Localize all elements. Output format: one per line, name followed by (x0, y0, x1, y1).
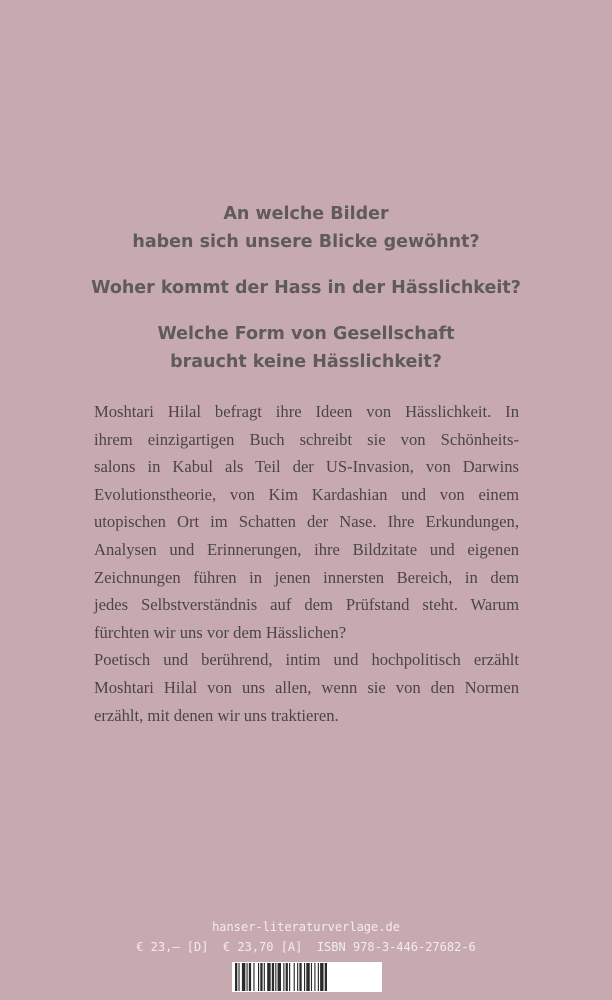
blurb-line: Moshtari Hilal von uns allen, wenn sie von den Normen (94, 677, 519, 697)
blurb-line: salons in Kabul als Teil der US-Invasion, von Darwins (94, 457, 519, 477)
question-1-line-1: An welche Bilder (223, 204, 389, 224)
barcode-graphic (232, 962, 382, 992)
publisher-footer (0, 917, 612, 957)
blurb-line: erzählt, mit denen wir uns traktieren. (94, 705, 339, 725)
question-3-line-2: braucht keine Hässlichkeit? (170, 352, 442, 372)
question-1-line-2: haben sich unsere Blicke gewöhnt? (132, 232, 480, 252)
blurb-line: ihrem einzigartigen Buch schreibt sie von Schönheits- (94, 429, 519, 449)
question-2 (0, 274, 612, 302)
question-1 (0, 200, 612, 256)
question-3-line-1: Welche Form von Gesellschaft (157, 324, 455, 344)
question-2-line-1: Woher kommt der Hass in der Hässlichkeit? (91, 278, 521, 298)
blurb-line: Poetisch und berührend, intim und hochpolitisch erzählt (94, 650, 519, 670)
blurb-line: fürchten wir uns vor dem Hässlichen? (94, 622, 347, 642)
blurb-line: Evolutionstheorie, von Kim Kardashian und von einem (94, 484, 519, 504)
price-isbn-line: € 23,– [D] € 23,70 [A] ISBN 978-3-446-27682-6 (136, 940, 476, 954)
blurb-line: jedes Selbstverständnis auf dem Prüfstand steht. Warum (94, 595, 519, 615)
blurb-line: Moshtari Hilal befragt ihre Ideen von Hässlichkeit. In (94, 402, 519, 421)
blurb-line: utopischen Ort im Schatten der Nase. Ihre Erkundungen, (94, 512, 519, 532)
publisher-website: hanser-literaturverlage.de (212, 920, 400, 934)
question-3 (0, 320, 612, 376)
blurb-text (94, 398, 519, 729)
blurb-line: Zeichnungen führen in jenen innersten Bereich, in dem (94, 567, 519, 587)
questions-block (0, 200, 612, 394)
blurb-line: Analysen und Erinnerungen, ihre Bildzitate und eigenen (94, 539, 519, 559)
